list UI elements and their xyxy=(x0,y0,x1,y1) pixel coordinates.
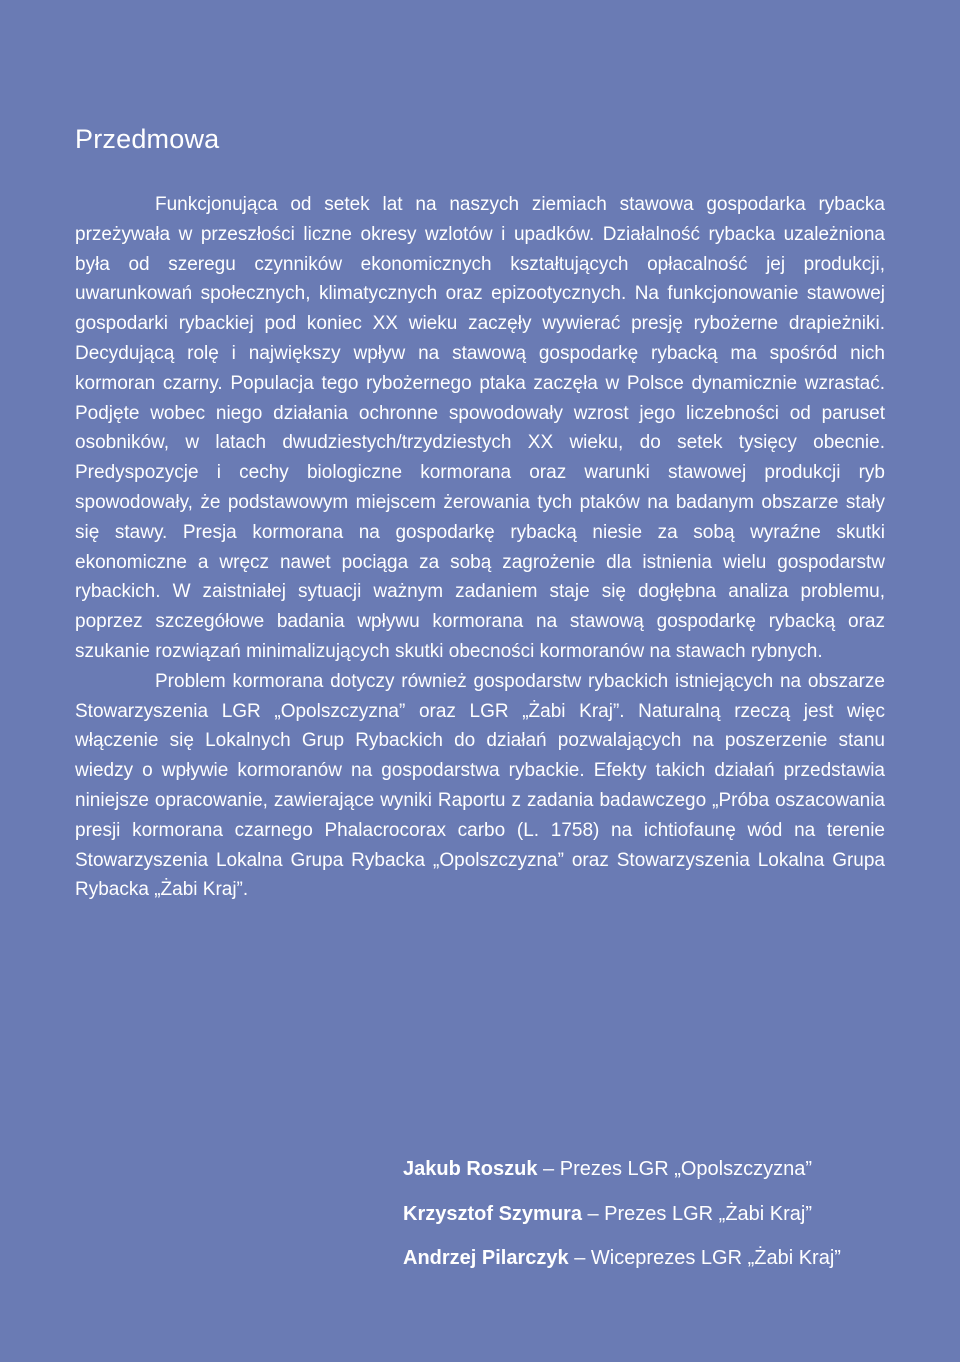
signature-line xyxy=(403,1155,943,1183)
paragraph-2: Problem kormorana dotyczy również gospodarstw rybackich istniejących na obszarze Stowarzyszenia LGR „Opolszczyzna” oraz LGR „Żabi Kraj”. Naturalną rzeczą jest więc włączenie się Lokalnych Grup Rybackich do działań pozwalających na poszerzenie stanu wiedzy o wpływie kormoranów na gospodarstwa rybackie. Efekty takich działań przedstawia niniejsze opracowanie, zawierające wyniki Raportu z zadania badawczego „Próba oszacowania presji kormorana czarnego Phalacrocorax carbo (L. 1758) na ichtiofaunę wód na terenie Stowarzyszenia Lokalna Grupa Rybacka „Opolszczyzna” oraz Stowarzyszenia Lokalna Grupa Rybacka „Żabi Kraj”. xyxy=(75,670,885,901)
signatory-role: – Prezes LGR „Opolszczyzna” xyxy=(543,1158,813,1180)
signature-line xyxy=(403,1244,943,1272)
signatory-role: – Prezes LGR „Żabi Kraj” xyxy=(587,1202,813,1225)
page-title: Przedmowa xyxy=(75,124,220,154)
preface-body xyxy=(75,190,885,905)
signature-block xyxy=(403,1155,943,1289)
signatory-role: – Wiceprezes LGR „Żabi Kraj” xyxy=(574,1247,841,1269)
signatory-name: Krzysztof Szymura xyxy=(403,1202,582,1225)
signatory-name: Andrzej Pilarczyk xyxy=(403,1247,569,1269)
signatory-name: Jakub Roszuk xyxy=(403,1158,538,1180)
signature-line xyxy=(403,1200,943,1228)
paragraph-1: Funkcjonująca od setek lat na naszych ziemiach stawowa gospodarka rybacka przeżywała w przeszłości liczne okresy wzlotów i upadków. Działalność rybacka uzależniona była od szeregu czynników ekonomicznych kształtujących opłacalność jej produkcji, uwarunkowań społecznych, klimatycznych oraz epizootycznych. Na funkcjonowanie stawowej gospodarki rybackiej pod koniec XX wieku zaczęły wywierać presję rybożerne drapieżniki. Decydującą rolę i największy wpływ na stawową gospodarkę rybacką ma spośród nich kormoran czarny. Populacja tego rybożernego ptaka zaczęła w Polsce dynamicznie wzrastać. Podjęte wobec niego działania ochronne spowodowały wzrost jego liczebności od paruset osobników, w latach dwudziestych/trzydziestych XX wieku, do setek tysięcy obecnie. Predyspozycje i cechy biologiczne kormorana oraz warunki stawowej produkcji ryb spowodowały, że podstawowym miejscem żerowania tych ptaków na badanym obszarze stały się stawy. Presja kormorana na gospodarkę rybacką niesie za sobą wyraźne skutki ekonomiczne a wręcz nawet pociąga za sobą zagrożenie dla istnienia wielu gospodarstw rybackich. W zaistniałej sytuacji ważnym zadaniem staje się dogłębna analiza problemu, poprzez szczegółowe badania wpływu kormorana na stawową gospodarkę rybacką oraz szukanie rozwiązań minimalizujących skutki obecności kormoranów na stawach rybnych. xyxy=(75,194,885,662)
